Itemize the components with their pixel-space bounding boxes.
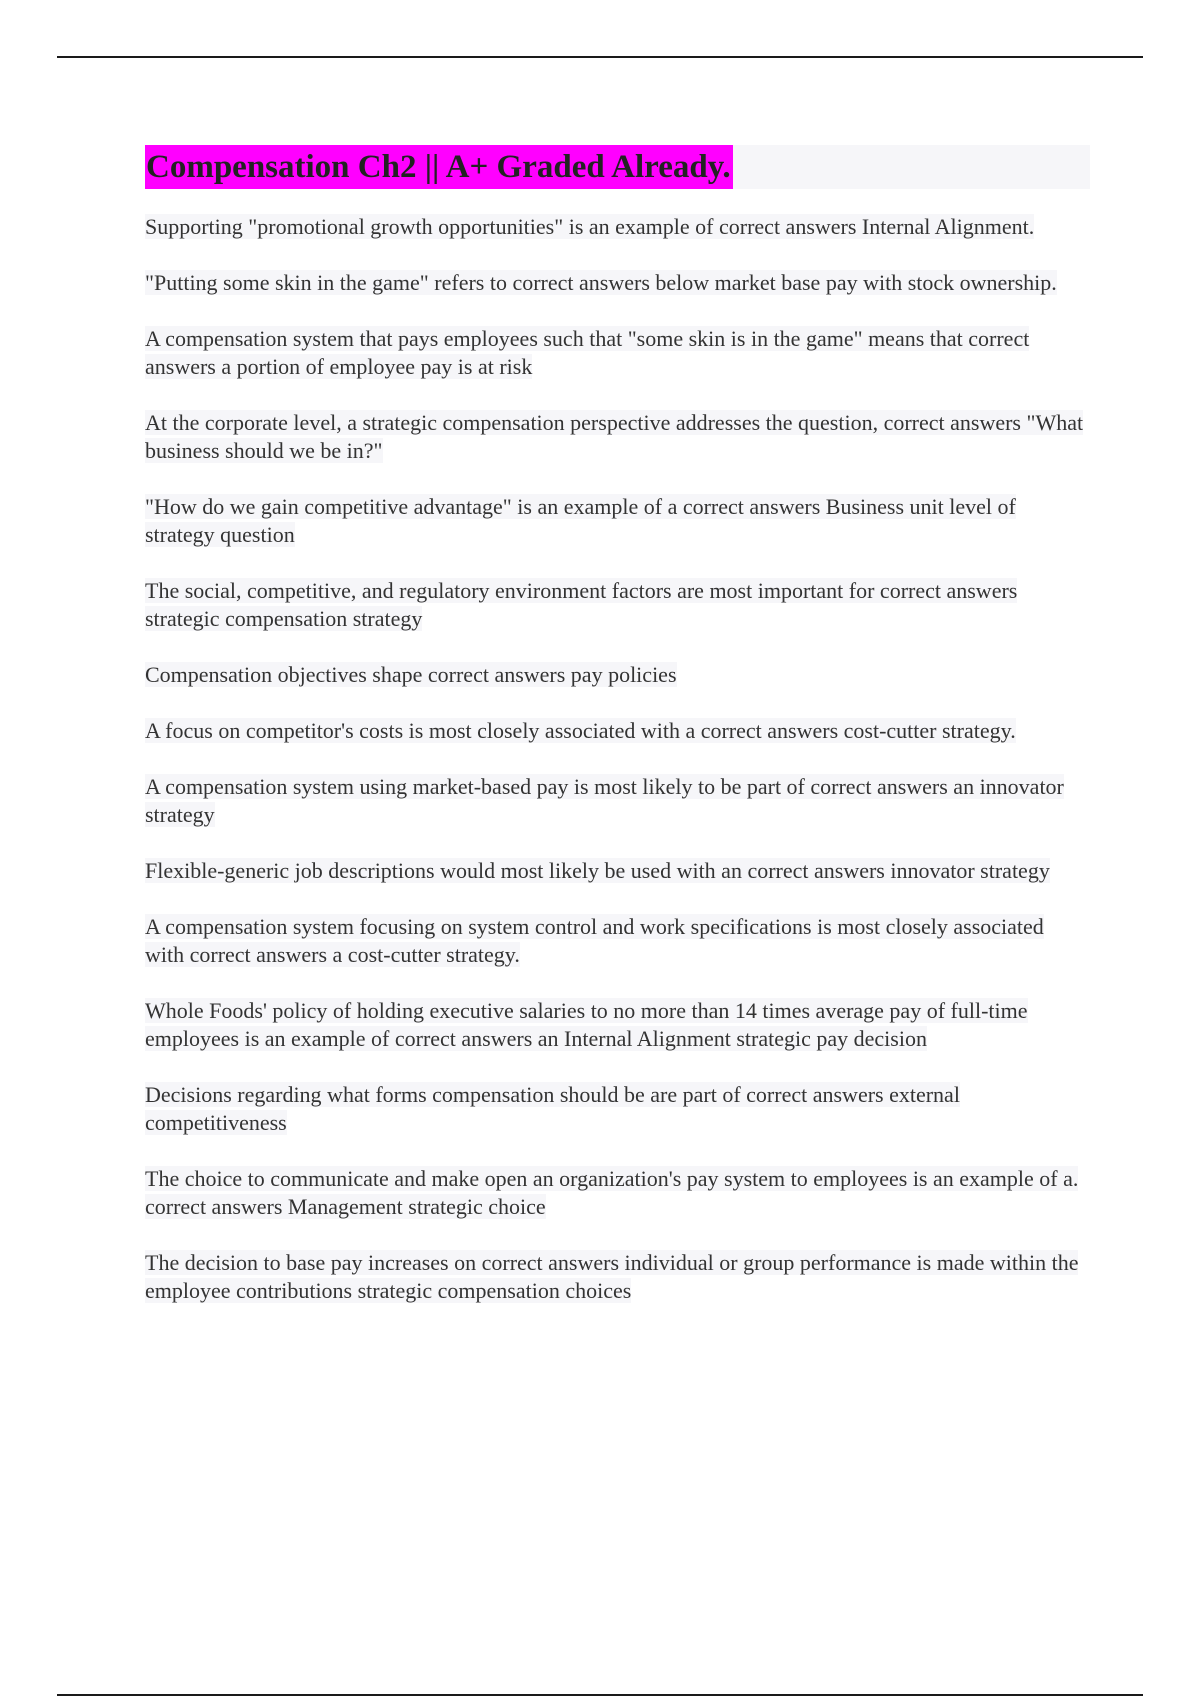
qa-text: A compensation system focusing on system control and work specifications is most closely associated with correct answers a cost-cutter strategy. (145, 914, 1044, 967)
qa-item (145, 857, 1085, 885)
qa-text: At the corporate level, a strategic compensation perspective addresses the question, correct answers "What business should we be in?" (145, 410, 1084, 463)
qa-text: The choice to communicate and make open an organization's pay system to employees is an example of a. correct answers Management strategic choice (145, 1166, 1079, 1219)
qa-item (145, 409, 1085, 465)
qa-text: Flexible-generic job descriptions would most likely be used with an correct answers innovator strategy (145, 858, 1050, 883)
title-band (145, 145, 1090, 189)
qa-text: A compensation system using market-based pay is most likely to be part of correct answers an innovator strategy (145, 774, 1064, 827)
qa-item (145, 1081, 1085, 1137)
qa-item (145, 325, 1085, 381)
qa-item (145, 213, 1085, 241)
qa-text: A compensation system that pays employees such that "some skin is in the game" means that correct answers a portion of employee pay is at risk (145, 326, 1030, 379)
qa-item (145, 717, 1085, 745)
qa-text: Compensation objectives shape correct answers pay policies (145, 662, 677, 687)
qa-item (145, 269, 1085, 297)
qa-item (145, 661, 1085, 689)
qa-text: Whole Foods' policy of holding executive salaries to no more than 14 times average pay of full-time employees is an example of correct answers an Internal Alignment strategic pay decision (145, 998, 1028, 1051)
qa-text: Decisions regarding what forms compensation should be are part of correct answers external competitiveness (145, 1082, 960, 1135)
qa-item (145, 913, 1085, 969)
qa-item (145, 1165, 1085, 1221)
qa-text: The social, competitive, and regulatory environment factors are most important for correct answers strategic compensation strategy (145, 578, 1018, 631)
document-body (145, 145, 1090, 1333)
qa-text: Supporting "promotional growth opportunities" is an example of correct answers Internal Alignment. (145, 214, 1035, 239)
qa-item (145, 997, 1085, 1053)
qa-text: A focus on competitor's costs is most closely associated with a correct answers cost-cutter strategy. (145, 718, 1016, 743)
qa-list (145, 213, 1090, 1305)
qa-item (145, 493, 1085, 549)
document-title: Compensation Ch2 || A+ Graded Already. (145, 145, 733, 189)
qa-item (145, 577, 1085, 633)
qa-text: The decision to base pay increases on correct answers individual or group performance is made within the employee contributions strategic compensation choices (145, 1250, 1079, 1303)
qa-text: "How do we gain competitive advantage" is an example of a correct answers Business unit level of strategy question (145, 494, 1016, 547)
qa-item (145, 1249, 1085, 1305)
top-rule (57, 56, 1143, 58)
qa-text: "Putting some skin in the game" refers to correct answers below market base pay with stock ownership. (145, 270, 1057, 295)
bottom-rule (57, 1694, 1143, 1696)
qa-item (145, 773, 1085, 829)
